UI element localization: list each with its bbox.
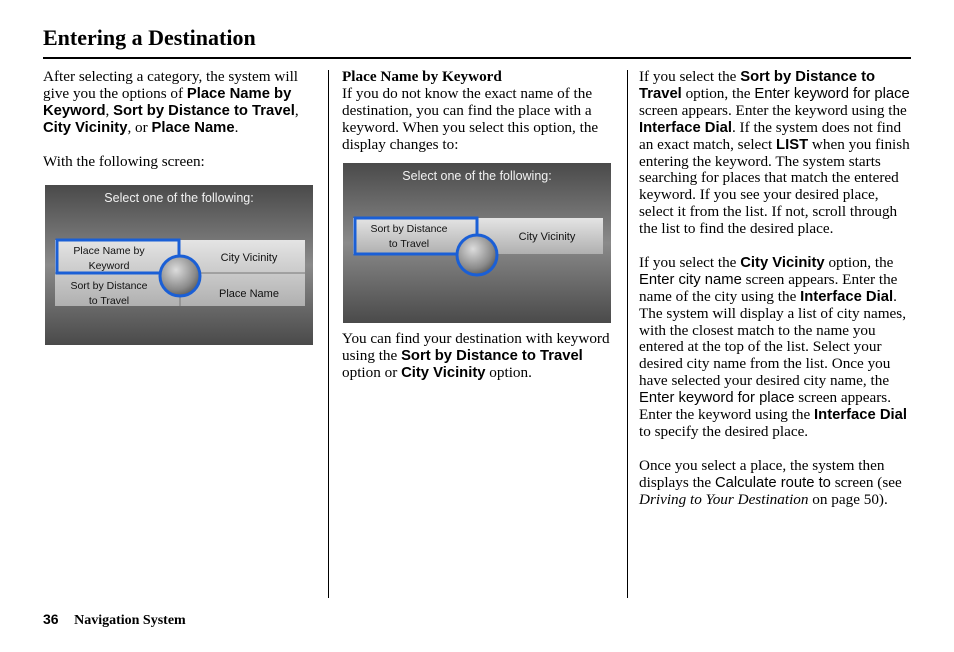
text-run: screen appears. Enter the keyword using the xyxy=(639,389,892,424)
text-run: to specify the desired place. xyxy=(639,423,809,441)
interface-dial-icon[interactable] xyxy=(457,235,497,275)
text-run: option, the xyxy=(824,253,894,271)
control-interface-dial: Interface Dial xyxy=(639,119,732,136)
option-sort-by-distance-line1[interactable]: Sort by Distance xyxy=(370,223,448,235)
column-divider-2 xyxy=(627,70,628,598)
screen-name-enter-keyword: Enter keyword for place xyxy=(754,85,910,102)
control-interface-dial: Interface Dial xyxy=(800,288,894,305)
title-rule xyxy=(43,57,911,59)
column-2 xyxy=(342,69,614,154)
col2-paragraph-2 xyxy=(342,331,614,382)
text-run: . xyxy=(234,118,239,136)
text-run: If you select the xyxy=(639,253,741,271)
cross-reference-title: Driving to Your Destination xyxy=(639,490,809,508)
text-run: option. xyxy=(485,363,532,381)
text-run: , xyxy=(105,101,114,119)
page-title: Entering a Destination xyxy=(43,25,256,50)
page-number: 36 xyxy=(43,611,59,627)
col3-paragraph-1 xyxy=(639,69,911,238)
text-run: You can find your destination with keyword using the xyxy=(342,330,610,364)
control-list: LIST xyxy=(776,136,809,153)
col1-screen-caption: With the following screen: xyxy=(43,152,205,170)
col1-intro-paragraph xyxy=(43,69,313,137)
option-city-vicinity: City Vicinity xyxy=(401,364,486,381)
text-run: option, the xyxy=(681,84,755,102)
nav-screen-keyword-options xyxy=(343,163,611,323)
col2-paragraph-1: If you do not know the exact name of the destination, you can find the place with a keyword. When you select this option, the display changes to: xyxy=(342,84,599,153)
option-place-name-by-keyword-line2[interactable]: Keyword xyxy=(88,260,130,272)
screen-name-calculate-route: Calculate route to xyxy=(714,474,831,491)
option-sort-by-distance-line2[interactable]: to Travel xyxy=(388,238,430,250)
option-sort-by-distance-line2[interactable]: to Travel xyxy=(88,295,130,307)
column-2-lower xyxy=(342,331,614,382)
option-place-name[interactable]: Place Name xyxy=(219,288,279,300)
text-run: . If the system does not find an exact match, select xyxy=(639,118,902,153)
option-place-name: Place Name xyxy=(151,119,235,136)
option-city-vicinity: City Vicinity xyxy=(43,119,128,136)
column-3 xyxy=(639,69,911,509)
control-interface-dial: Interface Dial xyxy=(814,407,907,424)
option-sort-by-distance: Sort by Distance to Travel xyxy=(113,102,295,119)
screen-name-enter-city: Enter city name xyxy=(639,271,742,288)
option-sort-by-distance-line1[interactable]: Sort by Distance xyxy=(70,280,148,292)
option-city-vicinity[interactable]: City Vicinity xyxy=(518,231,576,243)
text-run: when you finish entering the keyword. The system starts searching for places that match the entered keyword. If you see your desired place, select it from the list. If not, scroll through the list to find the desired place. xyxy=(639,135,910,238)
text-run: on page 50). xyxy=(808,490,888,508)
screen-header: Select one of the following: xyxy=(104,191,254,205)
option-place-name-by-keyword: Place Name by Keyword xyxy=(43,85,292,119)
col3-paragraph-2 xyxy=(639,255,911,441)
text-run: Once you select a place, the system then displays the xyxy=(639,456,885,491)
page-footer xyxy=(43,611,186,629)
option-sort-by-distance: Sort by Distance to Travel xyxy=(639,69,876,102)
text-run: . The system will display a list of city names, with the closest match to the name you entered at the top of the list. Select your desired city name from the list. Once you have selected your desired city name, the xyxy=(639,287,907,390)
text-run: screen appears. Enter the name of the city using the xyxy=(639,270,898,305)
text-run: screen (see xyxy=(830,473,902,491)
text-run: , or xyxy=(127,118,152,136)
interface-dial-icon[interactable] xyxy=(160,256,200,296)
option-place-name-by-keyword-line1[interactable]: Place Name by xyxy=(73,245,145,257)
nav-screen-select-category xyxy=(45,185,313,345)
option-sort-by-distance: Sort by Distance to Travel xyxy=(401,347,583,364)
option-city-vicinity[interactable]: City Vicinity xyxy=(220,252,278,264)
text-run: If you select the xyxy=(639,68,741,85)
footer-section: Navigation System xyxy=(74,613,186,628)
column-1 xyxy=(43,69,313,170)
text-run: , xyxy=(294,101,299,119)
text-run: option or xyxy=(342,363,402,381)
column-divider-1 xyxy=(328,70,329,598)
screen-name-enter-keyword: Enter keyword for place xyxy=(639,390,795,407)
screen-header: Select one of the following: xyxy=(402,169,552,183)
option-city-vicinity: City Vicinity xyxy=(740,254,825,271)
col3-paragraph-3 xyxy=(639,458,911,509)
text-run: After selecting a category, the system will give you the options of xyxy=(43,68,299,102)
section-heading: Place Name by Keyword xyxy=(342,68,502,85)
text-run: screen appears. Enter the keyword using the xyxy=(639,101,907,119)
